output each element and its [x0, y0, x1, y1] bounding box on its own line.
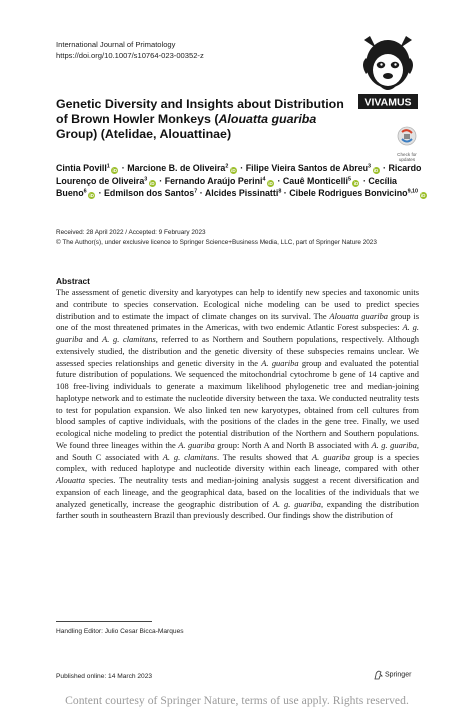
author-affiliation: 2 — [225, 163, 229, 170]
check-updates-line1: Check for — [397, 152, 417, 157]
article-title — [56, 97, 356, 142]
author-name: Marcione B. de Oliveira — [127, 163, 226, 173]
author-name: Cauê Monticelli — [282, 175, 348, 186]
author-name: Cecília Bueno — [56, 175, 397, 199]
abstract-taxon: A. guariba — [178, 439, 215, 450]
abstract-taxon: A. guariba — [312, 451, 350, 462]
abstract-segment: The assessment of genetic diversity and karyotypes can help to identify new species and taxonomic units and contribute to species conservation. Ecological niche modeling can be used to predict species distribution and to estimate the impact of climate changes on its survival. The — [56, 287, 419, 321]
abstract-taxon: A. g. guariba — [56, 322, 419, 344]
abstract-taxon: A. g. guariba — [371, 439, 417, 450]
handling-editor: Handling Editor: Julio Cesar Bicca-Marques — [56, 628, 184, 635]
author-name: Filipe Vieira Santos de Abreu — [245, 163, 369, 173]
orcid-icon[interactable]: iD — [373, 168, 379, 173]
springer-mark — [374, 670, 420, 682]
check-for-updates-badge[interactable] — [394, 126, 420, 163]
abstract-segment: group and evaluated the potential future distribution of populations. We sequenced the mitochondrial cytochrome b gene of 14 captive and 108 free-living individuals to generate a maximum likelihood phylogenetic tree and median-joining haplotype network and to estimate the nucleotide diversity between the taxa. We conducted neutrality tests to test for population expansion. We also linked ten new karyotypes, obtained from cell cultures from blood samples of captive individuals, with the positions of the clades in the gene tree. Finally, we used ecological niche modeling to predict the potential distribution of the Northern and Southern populations. We found three lineages within the — [56, 357, 419, 450]
author-list: Cintia Povill$^1$iD · Marcione B. de Oliveira$^2$iD · Filipe Vieira Santos de Abreu$^3$iD · Ricardo Lourenço de Oliveira$^3$iD · Fernando Araújo Perini$^4$iD · Cauê Monticelli$^5$iD · Cecília Bueno$^6$iD · Edmilson dos Santos$^7$ · Alcides Pissinatti$^8$ · Cibele Rodrigues Bonvicino$^{9,10}$iD — [56, 162, 428, 200]
author — [127, 163, 238, 173]
title-part-2: Group) (Atelidae, Alouattinae) — [56, 127, 232, 141]
orcid-icon[interactable]: iD — [112, 168, 118, 173]
abstract-segment: , expanding the distribution farther south in southeastern Brazil than previously described. Our findings show the distribution of — [56, 498, 419, 521]
orcid-icon[interactable]: iD — [231, 168, 236, 173]
author — [246, 163, 381, 173]
abstract-segment: and — [82, 334, 103, 344]
author-affiliation: 7 — [194, 188, 198, 195]
orcid-icon[interactable]: iD — [353, 180, 359, 186]
footnote-divider — [56, 621, 152, 622]
author-name: Fernando Araújo Perini — [164, 175, 263, 186]
abstract-segment: species. The neutrality tests and median-joining analysis suggest a recent diversification and expansion of each lineage, and the geographical data, based on the localities of the individuals that we analyzed genetically, increase the geographic distribution of — [56, 475, 419, 509]
publisher-name: Springer — [384, 671, 412, 679]
journal-header — [56, 40, 204, 61]
journal-name: International Journal of Primatology — [56, 40, 176, 49]
abstract-text — [56, 287, 419, 522]
abstract-taxon: A. g. guariba — [272, 498, 321, 509]
author-affiliation: 3 — [368, 163, 372, 170]
doi-link[interactable]: https://doi.org/10.1007/s10764-023-00352-z — [56, 50, 204, 60]
check-updates-icon — [394, 126, 420, 146]
title-italic: Alouatta guariba — [218, 112, 317, 126]
abstract-taxon: A. g. clamitans — [162, 451, 217, 462]
author-affiliation: 5 — [347, 176, 351, 183]
title-part-1: Genetic Diversity and Insights about Distribution of Brown Howler Monkeys ( — [56, 97, 344, 126]
author — [56, 163, 119, 173]
author — [205, 188, 282, 198]
logo-text: VIVAMUS — [364, 96, 412, 109]
orcid-icon[interactable]: iD — [89, 193, 94, 199]
author-affiliation: 3 — [144, 176, 148, 183]
author — [104, 188, 197, 198]
orcid-icon[interactable]: iD — [150, 180, 155, 186]
check-updates-line2: updates — [398, 157, 416, 163]
abstract-heading: Abstract — [56, 276, 90, 286]
abstract-segment: , referred to as Northern and Southern populations, respectively. Although extensively studied, the distribution and the genetic diversity of these subspecies remains unclear. We assessed species relationships and genetic diversity in the — [56, 334, 420, 368]
author-affiliation: 1 — [106, 163, 110, 170]
author-affiliation: 9,10 — [407, 188, 419, 195]
published-date: Published online: 14 March 2023 — [56, 673, 153, 680]
author-name: Cintia Povill — [56, 163, 107, 173]
author — [283, 176, 361, 186]
orcid-icon[interactable]: iD — [420, 193, 426, 199]
author — [289, 188, 427, 198]
abstract-taxon: Alouatta — [56, 475, 86, 485]
abstract-segment: group is a species complex, with reduced haplotype and nucleotide diversity within each lineage, compared with other — [56, 451, 419, 474]
abstract-segment: . The results showed that — [216, 451, 313, 462]
author-name: Cibele Rodrigues Bonvicino — [289, 188, 408, 199]
abstract-taxon: A. g. clamitans — [102, 334, 156, 344]
author-affiliation: 4 — [262, 176, 266, 183]
vivamus-logo — [356, 34, 420, 114]
orcid-icon[interactable]: iD — [268, 180, 273, 186]
abstract-segment: group is one of the most threatened primates in the Americas, with two endemic Atlantic Forest subspecies: — [56, 310, 419, 333]
courtesy-notice: Content courtesy of Springer Nature, terms of use apply. Rights reserved. — [65, 694, 409, 707]
author-affiliation: 8 — [278, 188, 282, 195]
author-name: Edmilson dos Santos — [104, 188, 195, 199]
author-affiliation: 6 — [83, 188, 87, 195]
abstract-taxon: Alouatta guariba — [329, 310, 389, 321]
abstract-taxon: A. guariba — [261, 357, 299, 368]
article-dates — [56, 228, 436, 247]
received-accepted: Received: 28 April 2022 / Accepted: 9 February 2023 — [56, 229, 206, 236]
author — [165, 176, 275, 186]
author-name: Ricardo Lourenço de Oliveira — [56, 163, 422, 186]
author-name: Alcides Pissinatti — [204, 188, 279, 199]
springer-horse-icon — [374, 670, 383, 680]
copyright-line: © The Author(s), under exclusive licence to Springer Science+Business Media, LLC, part of Springer Nature 2023 — [56, 238, 377, 246]
abstract-segment: group: North A and North B associated with — [214, 439, 372, 450]
abstract-segment: , and South C associated with — [56, 439, 419, 462]
